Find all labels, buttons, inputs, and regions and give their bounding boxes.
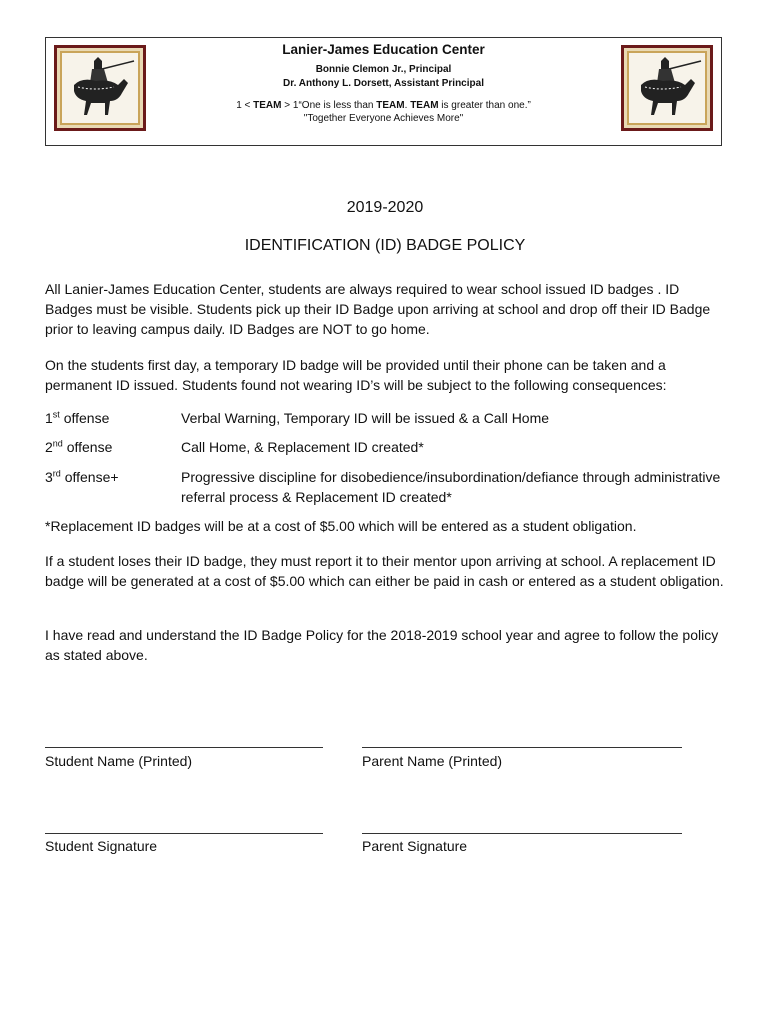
policy-paragraph-2: On the students first day, a temporary ID badge will be provided until their phone can be taken and a permanent ID issued. Students found not wearing ID’s will be subject to the following consequences: bbox=[45, 357, 667, 393]
letterhead bbox=[45, 37, 722, 146]
policy-paragraph-3: If a student loses their ID badge, they must report it to their mentor upon arriving at school. A replacement ID badge will be generated at a cost of $5.00 which can either be paid in cash or entered as a student obligation. bbox=[45, 553, 724, 589]
student-signature-line[interactable] bbox=[45, 833, 323, 834]
school-year: 2019-2020 bbox=[346, 199, 424, 216]
parent-name-label: Parent Name (Printed) bbox=[362, 753, 503, 769]
acknowledgement-paragraph: I have read and understand the ID Badge Policy for the 2018-2019 school year and agree to follow the policy as stated above. bbox=[45, 627, 719, 663]
team-motto: 1 < TEAM > 1“One is less than TEAM. TEAM is greater than one.” bbox=[236, 100, 531, 111]
policy-title: IDENTIFICATION (ID) BADGE POLICY bbox=[244, 237, 526, 254]
parent-name-line[interactable] bbox=[362, 747, 682, 748]
parent-signature-label: Parent Signature bbox=[362, 838, 468, 854]
student-name-label: Student Name (Printed) bbox=[45, 753, 193, 769]
offense-label: 1st offense bbox=[45, 409, 110, 426]
team-acronym: "Together Everyone Achieves More" bbox=[303, 113, 464, 124]
replacement-cost-note: *Replacement ID badges will be at a cost of $5.00 which will be entered as a student obligation. bbox=[45, 518, 637, 534]
parent-signature-line[interactable] bbox=[362, 833, 682, 834]
principal-name: Bonnie Clemon Jr., Principal bbox=[315, 64, 452, 75]
school-name: Lanier-James Education Center bbox=[282, 42, 485, 57]
knight-on-horse-icon bbox=[631, 55, 703, 121]
offense-consequence: Progressive discipline for disobedience/insubordination/defiance through administrative referral process & Replacement ID created* bbox=[181, 469, 721, 505]
offense-consequence: Call Home, & Replacement ID created* bbox=[181, 439, 424, 455]
student-signature-label: Student Signature bbox=[45, 838, 158, 854]
knight-logo-right bbox=[621, 45, 713, 131]
offense-label: 3rd offense+ bbox=[45, 468, 119, 485]
knight-logo-left bbox=[54, 45, 146, 131]
offense-label: 2nd offense bbox=[45, 438, 113, 455]
knight-on-horse-icon bbox=[64, 55, 136, 121]
offense-consequence: Verbal Warning, Temporary ID will be issued & a Call Home bbox=[181, 410, 550, 426]
assistant-principal-name: Dr. Anthony L. Dorsett, Assistant Principal bbox=[283, 78, 484, 89]
student-name-line[interactable] bbox=[45, 747, 323, 748]
policy-paragraph-1: All Lanier-James Education Center, students are always required to wear school issued ID badges . ID Badges must be visible. Students pick up their ID Badge upon arriving at school and drop off their ID Badge prior to leaving campus daily. ID Badges are NOT to go home. bbox=[45, 281, 711, 337]
